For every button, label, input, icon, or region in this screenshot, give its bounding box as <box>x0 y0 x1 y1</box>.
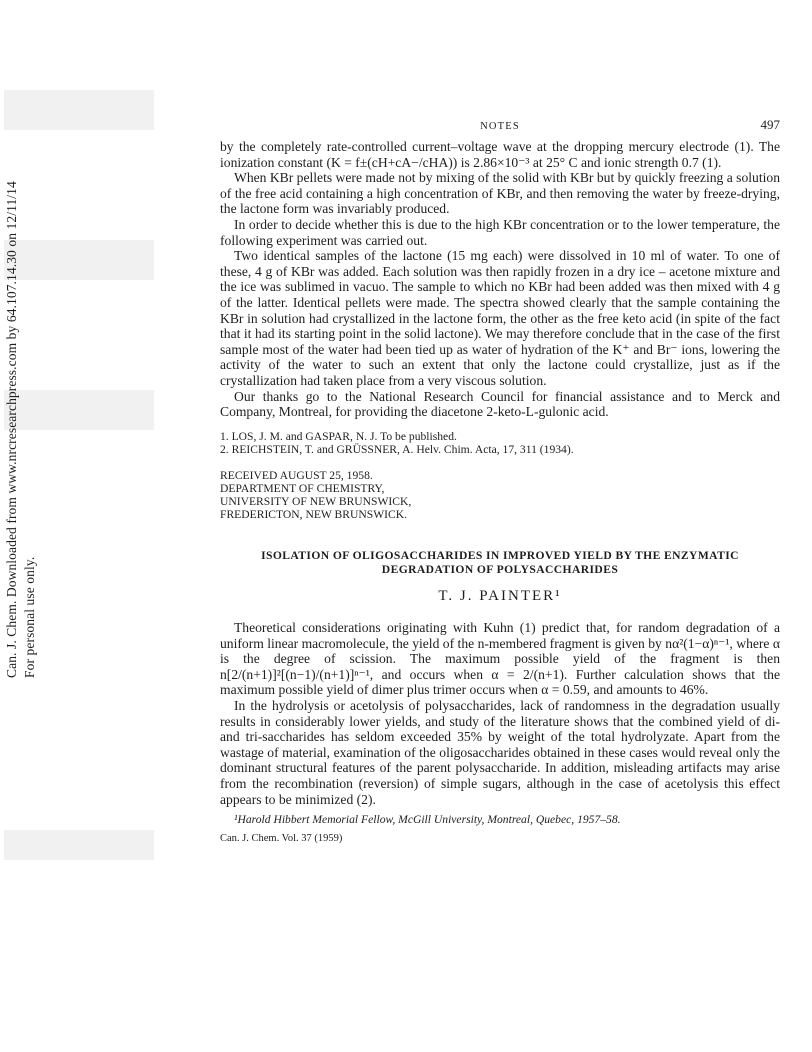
paragraph: Theoretical considerations originating with Kuhn (1) predict that, for random degradation of a uniform linear macromolecule, the yield of the n-membered fragment is given by nα²(1−α)ⁿ⁻¹, where α is the degree of scission. The maximum possible yield of the fragment is then n[2/(n+1)]²[(n−1)/(n+1)]ⁿ⁻¹, and occurs when α = 2/(n+1). Further calculation shows that the maximum possible yield of dimer plus trimer occurs when α = 0.59, and amounts to 46%. <box>220 620 780 698</box>
paragraph: When KBr pellets were made not by mixing of the solid with KBr but by quickly freezing a solution of the free acid containing a high concentration of KBr, and then removing the water by freeze-drying, the lactone form was invariably produced. <box>220 170 780 217</box>
article-author: T. J. PAINTER¹ <box>438 587 562 604</box>
received-date: RECEIVED AUGUST 25, 1958. <box>220 468 373 482</box>
reference-list <box>220 430 780 457</box>
paragraph: Our thanks go to the National Research Council for financial assistance and to Merck and Company, Montreal, for providing the diacetone 2-keto-L-gulonic acid. <box>220 388 780 420</box>
watermark-line: Can. J. Chem. Downloaded from www.nrcresearchpress.com by 64.107.14.30 on 12/11/14 <box>4 181 19 678</box>
scan-smudge <box>4 90 154 130</box>
watermark-line: For personal use only. <box>22 556 37 678</box>
reference-item: 1. LOS, J. M. and GASPAR, N. J. To be published. <box>220 429 457 443</box>
reference-item: 2. REICHSTEIN, T. and GRÜSSNER, A. Helv. Chim. Acta, 17, 311 (1934). <box>220 443 574 457</box>
page-content <box>220 119 780 847</box>
paragraph: Two identical samples of the lactone (15 mg each) were dissolved in 10 ml of water. To one of these, 4 g of KBr was added. Each solution was then rapidly frozen in a dry ice – acetone mixture and the ice was sublimed in vacuo. The sample to which no KBr had been added was then mixed with 4 g of the latter. Identical pellets were made. The spectra showed clearly that the sample containing the KBr in solution had crystallized in the lactone form, the other as the free keto acid (in spite of the fact that it had its starting point in the solid lactone). We may therefore conclude that in the case of the first sample most of the water had been tied up as water of hydration of the K⁺ and Br⁻ ions, lowering the activity of the water to such an extent that only the lactone could crystallize, just as if the crystallization had taken place from a very viscous solution. <box>220 248 780 388</box>
running-head <box>220 119 780 137</box>
paragraph: In order to decide whether this is due to the high KBr concentration or to the lower temperature, the following experiment was carried out. <box>220 216 780 248</box>
article-title: ISOLATION OF OLIGOSACCHARIDES IN IMPROVED YIELD BY THE ENZYMATIC DEGRADATION OF POLYSACCHARIDES <box>261 548 739 576</box>
affiliation-dept: DEPARTMENT OF CHEMISTRY, <box>220 481 385 495</box>
scan-smudge <box>4 830 154 860</box>
scan-smudge <box>4 240 154 280</box>
running-title: NOTES <box>480 121 520 132</box>
page-number: 497 <box>760 117 780 132</box>
download-watermark <box>0 181 46 680</box>
paragraph: In the hydrolysis or acetolysis of polysaccharides, lack of randomness in the degradation usually results in considerably lower yields, and study of the literature shows that the combined yield of di- and tri-saccharides has seldom exceeded 35% by weight of the total hydrolyzate. Apart from the wastage of material, examination of the oligosaccharides obtained in these cases would reveal only the dominant structural features of the parent polysaccharide. In addition, misleading artifacts may arise from the recombination (reversion) of simple sugars, although in the case of acetolysis this effect appears to be minimized (2). <box>220 698 780 807</box>
paragraph: by the completely rate-controlled current–voltage wave at the dropping mercury electrode (1). The ionization constant (K = f±(cH+cA−/cHA)) is 2.86×10⁻³ at 25° C and ionic strength 0.7 (1). <box>220 139 780 170</box>
journal-reference: Can. J. Chem. Vol. 37 (1959) <box>220 833 343 845</box>
received-block <box>220 469 780 521</box>
affiliation-city: FREDERICTON, NEW BRUNSWICK. <box>220 507 408 521</box>
affiliation-univ: UNIVERSITY OF NEW BRUNSWICK, <box>220 494 412 508</box>
footnote: ¹Harold Hibbert Memorial Fellow, McGill University, Montreal, Quebec, 1957–58. <box>234 813 621 827</box>
